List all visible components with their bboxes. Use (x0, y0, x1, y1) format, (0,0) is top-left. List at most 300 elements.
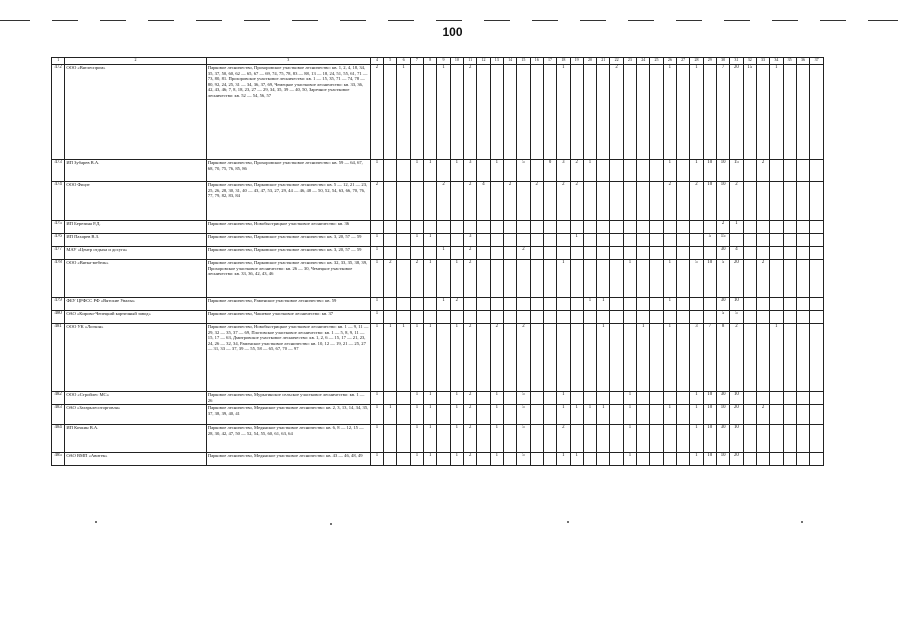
row-number: 478 (52, 260, 65, 298)
value-cell: 2 (610, 65, 623, 160)
value-cell: 1 (490, 425, 503, 453)
value-cell (437, 425, 450, 453)
value-cell: 5 (703, 234, 716, 247)
value-cell (637, 298, 650, 311)
value-cell: 2 (464, 453, 477, 466)
value-cell: 2 (690, 182, 703, 221)
value-cell (517, 182, 530, 221)
scan-speck (567, 521, 569, 523)
value-cell: 2 (370, 182, 383, 221)
value-cell: 10 (716, 182, 729, 221)
value-cell (384, 311, 397, 324)
value-cell (477, 260, 490, 298)
value-cell: 15 (730, 160, 743, 182)
value-cell: 1 (583, 298, 596, 311)
value-cell (503, 160, 516, 182)
value-cell (610, 405, 623, 425)
row-number: 481 (52, 324, 65, 392)
value-cell: 2 (756, 405, 769, 425)
value-cell (477, 392, 490, 405)
column-number: 4 (370, 58, 383, 65)
value-cell: 1 (570, 453, 583, 466)
value-cell (677, 160, 690, 182)
value-cell (690, 247, 703, 260)
value-cell (397, 221, 410, 234)
value-cell (796, 247, 809, 260)
value-cell (783, 260, 796, 298)
value-cell: 20 (730, 405, 743, 425)
value-cell (637, 182, 650, 221)
value-cell: 30 (716, 298, 729, 311)
value-cell: 2 (517, 247, 530, 260)
value-cell (503, 392, 516, 405)
value-cell (796, 311, 809, 324)
value-cell (490, 247, 503, 260)
value-cell (530, 65, 543, 160)
table-row (52, 65, 824, 160)
value-cell: 3 (557, 160, 570, 182)
column-number: 1 (52, 58, 65, 65)
column-number: 13 (490, 58, 503, 65)
value-cell: 1 (623, 260, 636, 298)
location-description: Парковое лесничество, Раменское участковое лесничество: кв. 59 (206, 298, 370, 311)
value-cell (796, 453, 809, 466)
value-cell: 2 (384, 260, 397, 298)
organization-name: ИП Зубарев В.А. (65, 160, 206, 182)
value-cell (810, 298, 824, 311)
value-cell (384, 247, 397, 260)
value-cell (543, 247, 556, 260)
value-cell (810, 234, 824, 247)
table-row (52, 405, 824, 425)
value-cell (450, 311, 463, 324)
value-cell (637, 425, 650, 453)
value-cell (650, 65, 663, 160)
value-cell (397, 311, 410, 324)
value-cell (530, 425, 543, 453)
value-cell: 1 (437, 298, 450, 311)
value-cell (623, 247, 636, 260)
value-cell: 2 (517, 324, 530, 392)
value-cell (543, 182, 556, 221)
value-cell: 1 (410, 453, 423, 466)
column-number: 32 (743, 58, 756, 65)
value-cell (570, 247, 583, 260)
value-cell (384, 182, 397, 221)
value-cell (796, 392, 809, 405)
value-cell: 1 (437, 247, 450, 260)
value-cell (783, 405, 796, 425)
value-cell (756, 392, 769, 405)
value-cell (756, 234, 769, 247)
value-cell (597, 65, 610, 160)
value-cell: 2 (730, 182, 743, 221)
value-cell: 1 (450, 453, 463, 466)
registry-table (51, 57, 824, 466)
value-cell: 10 (716, 160, 729, 182)
value-cell (597, 425, 610, 453)
value-cell: 2 (464, 425, 477, 453)
organization-name: ОАО «Кирово-Чепецкий картичный завод» (65, 311, 206, 324)
value-cell (424, 311, 437, 324)
value-cell (810, 392, 824, 405)
value-cell (517, 311, 530, 324)
column-number: 14 (503, 58, 516, 65)
value-cell (543, 221, 556, 234)
value-cell (796, 160, 809, 182)
value-cell (743, 311, 756, 324)
row-number: 479 (52, 298, 65, 311)
value-cell (437, 221, 450, 234)
value-cell: 2 (716, 221, 729, 234)
value-cell (597, 221, 610, 234)
value-cell: 1 (570, 405, 583, 425)
value-cell (663, 221, 676, 234)
location-description: Парковое лесничество, Парковское участковое лесничество: кв. 5 — 12, 21 — 23, 25, 26, 28, 30, 31, 40 — 43, 47, 53, 27, 29, 44 — 46, 48 — 50, 52, 54, 63, 66, 70, 76, 77, 79, 82, 83, 84 (206, 182, 370, 221)
value-cell (397, 298, 410, 311)
value-cell: 1 (424, 234, 437, 247)
value-cell: 30 (716, 425, 729, 453)
value-cell: 2 (410, 260, 423, 298)
value-cell: 5 (716, 260, 729, 298)
value-cell (543, 453, 556, 466)
value-cell (437, 324, 450, 392)
value-cell: 15 (716, 234, 729, 247)
value-cell (810, 65, 824, 160)
table-row (52, 311, 824, 324)
value-cell (610, 298, 623, 311)
value-cell (796, 182, 809, 221)
value-cell: 2 (437, 182, 450, 221)
value-cell (384, 392, 397, 405)
value-cell: 20 (730, 453, 743, 466)
value-cell (650, 392, 663, 405)
value-cell (796, 405, 809, 425)
value-cell (410, 298, 423, 311)
value-cell: 1 (490, 160, 503, 182)
value-cell (583, 425, 596, 453)
value-cell (477, 247, 490, 260)
value-cell (743, 453, 756, 466)
value-cell (490, 260, 503, 298)
row-number: 473 (52, 160, 65, 182)
value-cell (464, 311, 477, 324)
value-cell (384, 298, 397, 311)
scan-speck (95, 521, 97, 523)
value-cell (583, 182, 596, 221)
value-cell (663, 392, 676, 405)
value-cell: 1 (450, 405, 463, 425)
value-cell (543, 405, 556, 425)
value-cell (517, 298, 530, 311)
value-cell (543, 260, 556, 298)
location-description: Парковое лесничество, Мурыгинское сельское участковое лесничество: кв. 1 — 26 (206, 392, 370, 405)
value-cell: 1 (370, 247, 383, 260)
organization-name: ФБУ ЦРФСС РФ «Вятские Увалы» (65, 298, 206, 311)
value-cell (650, 324, 663, 392)
value-cell: 1 (490, 392, 503, 405)
value-cell (557, 298, 570, 311)
value-cell (650, 182, 663, 221)
value-cell (756, 182, 769, 221)
value-cell (490, 298, 503, 311)
value-cell (756, 425, 769, 453)
value-cell (810, 260, 824, 298)
organization-name: ОАО ВМП «Авитек» (65, 453, 206, 466)
value-cell (637, 234, 650, 247)
column-number: 19 (570, 58, 583, 65)
value-cell (384, 65, 397, 160)
value-cell (610, 160, 623, 182)
value-cell (597, 260, 610, 298)
value-cell (384, 453, 397, 466)
value-cell (424, 298, 437, 311)
value-cell (557, 247, 570, 260)
value-cell (677, 405, 690, 425)
value-cell: 1 (370, 234, 383, 247)
value-cell (703, 311, 716, 324)
value-cell: 1 (663, 160, 676, 182)
location-description: Парковое лесничество, Прохоровское участковое лесничество: кв. 59 — 64, 67, 68, 70, 75, 76, 85, 86 (206, 160, 370, 182)
value-cell (770, 392, 783, 405)
value-cell (810, 453, 824, 466)
value-cell (530, 221, 543, 234)
value-cell: 1 (690, 453, 703, 466)
value-cell (610, 425, 623, 453)
value-cell (623, 311, 636, 324)
value-cell (397, 405, 410, 425)
value-cell (756, 247, 769, 260)
value-cell (397, 260, 410, 298)
value-cell (637, 405, 650, 425)
value-cell: 1 (410, 405, 423, 425)
value-cell: 1 (410, 160, 423, 182)
value-cell: 2 (570, 160, 583, 182)
value-cell (503, 425, 516, 453)
value-cell: 1 (557, 65, 570, 160)
value-cell: 1 (690, 425, 703, 453)
document-sheet (51, 57, 824, 466)
value-cell (703, 298, 716, 311)
value-cell: 1 (410, 324, 423, 392)
value-cell (743, 425, 756, 453)
value-cell: 1 (690, 392, 703, 405)
column-number: 18 (557, 58, 570, 65)
value-cell (503, 247, 516, 260)
value-cell (663, 425, 676, 453)
value-cell (503, 453, 516, 466)
value-cell (557, 234, 570, 247)
value-cell (770, 260, 783, 298)
value-cell: 10 (703, 425, 716, 453)
value-cell (583, 392, 596, 405)
value-cell: 30 (716, 247, 729, 260)
value-cell (477, 221, 490, 234)
table-row (52, 221, 824, 234)
value-cell: 5 (517, 160, 530, 182)
value-cell (543, 234, 556, 247)
column-number: 11 (464, 58, 477, 65)
value-cell (597, 311, 610, 324)
value-cell (610, 392, 623, 405)
column-number: 33 (756, 58, 769, 65)
value-cell (650, 247, 663, 260)
value-cell: 2 (464, 247, 477, 260)
value-cell (810, 324, 824, 392)
value-cell (770, 182, 783, 221)
value-cell (783, 311, 796, 324)
value-cell (743, 298, 756, 311)
value-cell (583, 221, 596, 234)
value-cell (770, 453, 783, 466)
value-cell (424, 247, 437, 260)
value-cell: 4 (477, 182, 490, 221)
value-cell (610, 182, 623, 221)
column-number: 8 (424, 58, 437, 65)
value-cell (503, 324, 516, 392)
value-cell (690, 298, 703, 311)
value-cell (743, 160, 756, 182)
value-cell (663, 453, 676, 466)
value-cell (783, 453, 796, 466)
table-row (52, 260, 824, 298)
value-cell (756, 324, 769, 392)
location-description: Парковое лесничество, Медянское участковое лесничество: кв. 2, 3, 13, 14, 34, 35, 37, 38, 39, 40, 41 (206, 405, 370, 425)
scan-speck (801, 521, 803, 523)
value-cell: 10 (703, 260, 716, 298)
value-cell (677, 65, 690, 160)
value-cell: 3 (464, 160, 477, 182)
value-cell (756, 221, 769, 234)
value-cell (610, 234, 623, 247)
value-cell (770, 221, 783, 234)
value-cell (477, 298, 490, 311)
value-cell (623, 221, 636, 234)
column-number: 12 (477, 58, 490, 65)
value-cell (370, 221, 383, 234)
value-cell (410, 221, 423, 234)
value-cell: 1 (623, 405, 636, 425)
value-cell (796, 425, 809, 453)
column-number: 30 (716, 58, 729, 65)
value-cell (583, 234, 596, 247)
value-cell (796, 221, 809, 234)
organization-name: ООО Фицэт (65, 182, 206, 221)
value-cell: 1 (384, 405, 397, 425)
value-cell (756, 453, 769, 466)
value-cell: 2 (464, 65, 477, 160)
value-cell: 1 (557, 453, 570, 466)
column-number: 22 (610, 58, 623, 65)
table-row (52, 453, 824, 466)
value-cell: 10 (703, 405, 716, 425)
value-cell: 1 (557, 405, 570, 425)
value-cell: 1 (663, 260, 676, 298)
value-cell: 1 (424, 405, 437, 425)
value-cell: 2 (464, 405, 477, 425)
row-number: 475 (52, 221, 65, 234)
value-cell (677, 234, 690, 247)
value-cell (650, 298, 663, 311)
value-cell (517, 65, 530, 160)
value-cell (743, 324, 756, 392)
value-cell: 1 (450, 425, 463, 453)
value-cell (437, 260, 450, 298)
value-cell (477, 425, 490, 453)
value-cell (397, 234, 410, 247)
value-cell (690, 311, 703, 324)
value-cell (637, 453, 650, 466)
value-cell (437, 405, 450, 425)
value-cell: 1 (663, 405, 676, 425)
value-cell (677, 298, 690, 311)
value-cell (597, 392, 610, 405)
location-description: Парковое лесничество, Медянское участковое лесничество: кв. 6, 8 — 12, 15 — 28, 30, 42, 47, 50 — 52, 54, 55, 60, 61, 63, 64 (206, 425, 370, 453)
value-cell (477, 65, 490, 160)
value-cell: 1 (690, 65, 703, 160)
table-row (52, 425, 824, 453)
value-cell (397, 160, 410, 182)
value-cell (530, 324, 543, 392)
location-description: Парковое лесничество, Чашевое участковое лесничество: кв. 37 (206, 311, 370, 324)
value-cell (503, 405, 516, 425)
column-number: 3 (206, 58, 370, 65)
value-cell: 20 (730, 260, 743, 298)
table-body (52, 65, 824, 466)
value-cell: 1 (663, 65, 676, 160)
value-cell: 2 (730, 324, 743, 392)
value-cell (677, 260, 690, 298)
column-number: 26 (663, 58, 676, 65)
value-cell (597, 234, 610, 247)
value-cell: 5 (690, 260, 703, 298)
value-cell (783, 65, 796, 160)
value-cell: 1 (730, 221, 743, 234)
value-cell (530, 247, 543, 260)
value-cell (703, 247, 716, 260)
value-cell (570, 392, 583, 405)
value-cell (517, 221, 530, 234)
value-cell: 5 (517, 405, 530, 425)
value-cell (490, 65, 503, 160)
value-cell (437, 234, 450, 247)
column-number: 31 (730, 58, 743, 65)
value-cell: 8 (716, 324, 729, 392)
organization-name: МАУ «Центр отдыха и досуга» (65, 247, 206, 260)
value-cell (650, 160, 663, 182)
value-cell: 2 (490, 324, 503, 392)
column-number: 16 (530, 58, 543, 65)
row-number: 483 (52, 405, 65, 425)
value-cell (743, 234, 756, 247)
row-number: 485 (52, 453, 65, 466)
value-cell: 2 (756, 160, 769, 182)
value-cell (783, 160, 796, 182)
value-cell: 1 (450, 160, 463, 182)
value-cell (477, 453, 490, 466)
value-cell (397, 425, 410, 453)
value-cell (597, 453, 610, 466)
value-cell (637, 311, 650, 324)
value-cell (623, 234, 636, 247)
value-cell: 1 (623, 392, 636, 405)
value-cell (503, 311, 516, 324)
value-cell (424, 221, 437, 234)
value-cell (384, 221, 397, 234)
organization-name: ИП Березина Р.Д. (65, 221, 206, 234)
value-cell (570, 65, 583, 160)
value-cell: 10 (703, 453, 716, 466)
